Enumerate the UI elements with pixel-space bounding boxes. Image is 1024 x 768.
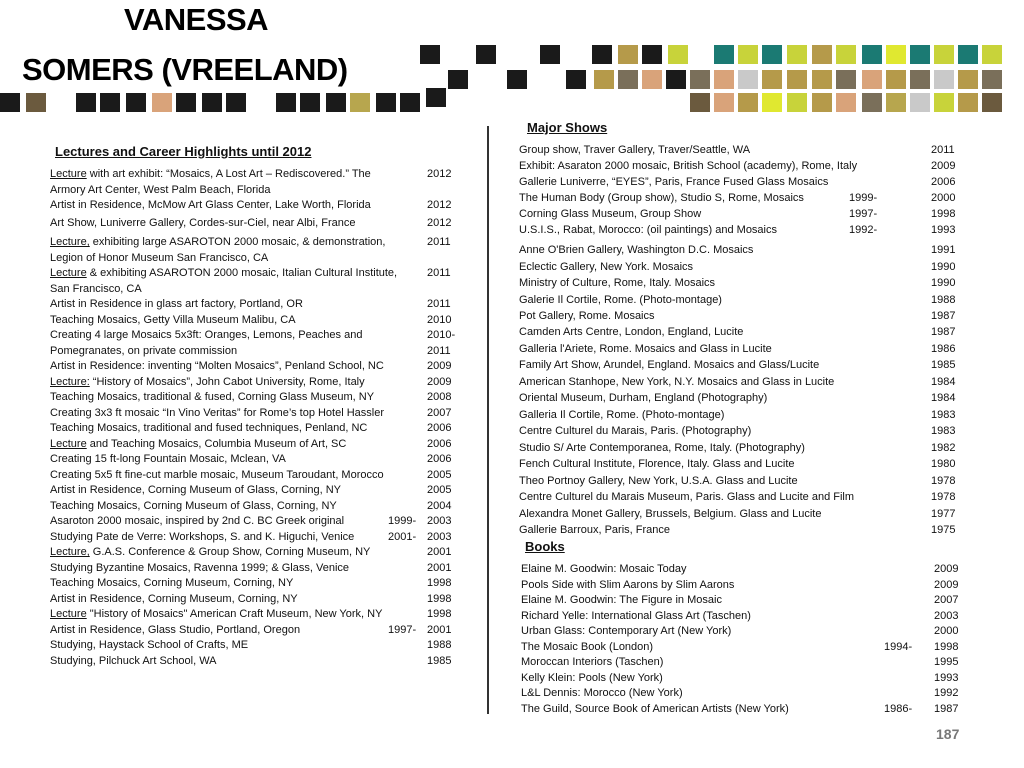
item-start-year: 1992-	[849, 224, 878, 236]
item-description: Camden Arts Centre, London, England, Lucite	[519, 326, 744, 338]
item-text	[50, 406, 384, 420]
item-year: 1990	[931, 261, 956, 273]
decorative-tile	[738, 93, 758, 112]
item-description: Galleria l'Ariete, Rome. Mosaics and Glass in Lucite	[519, 343, 772, 355]
decorative-tile	[618, 45, 638, 64]
item-text	[519, 309, 655, 323]
item-description: Creating 5x5 ft fine-cut marble mosaic, Museum Taroudant, Morocco	[50, 469, 384, 481]
item-description: Artist in Residence: inventing “Molten Mosaics”, Penland School, NC	[50, 360, 384, 372]
item-text	[521, 562, 687, 576]
item-description: Anne O'Brien Gallery, Washington D.C. Mosaics	[519, 244, 754, 256]
title-line-2: SOMERS (VREELAND)	[22, 52, 348, 87]
item-description: Artist in Residence, McMow Art Glass Center, Lake Worth, Florida	[50, 199, 371, 211]
item-description: Studying, Haystack School of Crafts, ME	[50, 639, 249, 651]
item-year: 1990	[931, 277, 956, 289]
item-description: Centre Culturel du Marais, Paris. (Photography)	[519, 425, 752, 437]
decorative-tile	[812, 70, 832, 89]
decorative-tile	[886, 93, 906, 112]
item-description: Eclectic Gallery, New York. Mosaics	[519, 261, 694, 273]
item-text	[50, 437, 346, 451]
item-text	[521, 655, 663, 669]
item-text	[521, 578, 734, 592]
item-description: Studio S/ Arte Contemporanea, Rome, Italy. (Photography)	[519, 442, 805, 454]
item-year: 1987	[931, 326, 956, 338]
item-text	[519, 457, 795, 471]
item-year: 2010-	[427, 329, 456, 341]
item-start-year: 1994-	[884, 641, 913, 653]
item-start-year: 2001-	[388, 531, 417, 543]
decorative-tile	[910, 70, 930, 89]
item-year: 2009	[934, 579, 959, 591]
item-year: 2011	[427, 267, 451, 279]
item-description: San Francisco, CA	[50, 283, 142, 295]
item-description: Creating 15 ft-long Fountain Mosaic, Mclean, VA	[50, 453, 286, 465]
item-text	[50, 421, 367, 435]
item-text	[50, 183, 270, 197]
item-description: Asaroton 2000 mosaic, inspired by 2nd C. BC Greek original	[50, 515, 345, 527]
item-text	[50, 167, 371, 181]
item-description: and Teaching Mosaics, Columbia Museum of Art, SC	[86, 438, 347, 450]
item-description: Artist in Residence, Corning Museum, Corning, NY	[50, 593, 298, 605]
item-description: Armory Art Center, West Palm Beach, Florida	[50, 184, 271, 196]
item-year: 2010	[427, 314, 452, 326]
item-text	[50, 452, 286, 466]
item-text	[50, 514, 344, 528]
item-text	[521, 609, 751, 623]
item-year: 2009	[427, 376, 452, 388]
item-text	[50, 328, 362, 342]
major-shows-heading: Major Shows	[527, 120, 608, 135]
decorative-tile	[714, 45, 734, 64]
item-year: 1986	[931, 343, 956, 355]
item-year: 1998	[931, 208, 956, 220]
item-description: Elaine M. Goodwin: The Figure in Mosaic	[521, 594, 722, 606]
item-text	[50, 499, 337, 513]
item-text	[519, 276, 715, 290]
item-text	[50, 623, 300, 637]
decorative-tile	[507, 70, 527, 89]
item-description: Ministry of Culture, Rome, Italy. Mosaics	[519, 277, 716, 289]
item-start-year: 1986-	[884, 703, 913, 715]
decorative-tile	[787, 45, 807, 64]
item-description: Art Show, Luniverre Gallery, Cordes-sur-Ciel, near Albi, France	[50, 217, 356, 229]
item-description: American Stanhope, New York, N.Y. Mosaics and Glass in Lucite	[519, 376, 835, 388]
title-line-1: VANESSA	[124, 2, 269, 37]
item-text	[519, 490, 854, 504]
item-description: L&L Dennis: Morocco (New York)	[521, 687, 683, 699]
decorative-tile	[910, 93, 930, 112]
item-year: 1991	[931, 244, 956, 256]
item-text	[519, 243, 753, 257]
decorative-tile	[886, 45, 906, 64]
item-start-year: 1997-	[849, 208, 878, 220]
item-year: 1985	[931, 359, 956, 371]
item-year: 2009	[931, 160, 956, 172]
item-description: Studying Pate de Verre: Workshops, S. and K. Higuchi, Venice	[50, 531, 355, 543]
item-text	[50, 468, 384, 482]
item-description: Artist in Residence, Glass Studio, Portland, Oregon	[50, 624, 301, 636]
item-text	[519, 325, 743, 339]
item-underlined-label: Lecture	[50, 168, 87, 180]
decorative-tile	[958, 70, 978, 89]
item-description: Urban Glass: Contemporary Art (New York)	[521, 625, 732, 637]
item-text	[50, 592, 298, 606]
item-underlined-label: Lecture	[50, 267, 87, 279]
item-year: 2005	[427, 484, 452, 496]
item-text	[519, 223, 777, 237]
item-text	[521, 671, 663, 685]
item-description: Group show, Traver Gallery, Traver/Seattle, WA	[519, 144, 751, 156]
item-underlined-label: Lecture	[50, 608, 87, 620]
item-year: 1984	[931, 392, 956, 404]
decorative-tile	[100, 93, 120, 112]
decorative-tile	[618, 70, 638, 89]
item-year: 2001	[427, 562, 452, 574]
decorative-tile	[738, 45, 758, 64]
decorative-tile	[862, 70, 882, 89]
item-year: 1980	[931, 458, 956, 470]
decorative-tile	[836, 70, 856, 89]
decorative-tile	[836, 45, 856, 64]
item-year: 1987	[934, 703, 959, 715]
item-description: Gallerie Luniverre, “EYES”, Paris, France Fused Glass Mosaics	[519, 176, 829, 188]
decorative-tile	[592, 45, 612, 64]
item-year: 2012	[427, 217, 452, 229]
item-year: 2004	[427, 500, 452, 512]
decorative-tile	[350, 93, 370, 112]
item-description: G.A.S. Conference & Group Show, Corning Museum, NY	[89, 546, 371, 558]
item-description: Fench Cultural Institute, Florence, Italy. Glass and Lucite	[519, 458, 795, 470]
decorative-tile	[566, 70, 586, 89]
decorative-tile	[126, 93, 146, 112]
decorative-tile	[642, 70, 662, 89]
decorative-tile	[326, 93, 346, 112]
item-underlined-label: Lecture	[50, 438, 87, 450]
item-year: 2001	[427, 546, 452, 558]
decorative-tile	[934, 93, 954, 112]
decorative-tile	[714, 70, 734, 89]
item-description: Teaching Mosaics, Corning Museum, Corning, NY	[50, 577, 294, 589]
item-year: 2007	[427, 407, 452, 419]
item-year: 1998	[427, 608, 452, 620]
item-text	[50, 266, 397, 280]
item-text	[519, 474, 798, 488]
item-text	[50, 282, 142, 296]
item-text	[519, 191, 804, 205]
decorative-tile	[420, 45, 440, 64]
item-year: 1985	[427, 655, 452, 667]
item-description: Teaching Mosaics, Getty Villa Museum Malibu, CA	[50, 314, 296, 326]
item-year: 1975	[931, 524, 956, 536]
item-text	[519, 391, 767, 405]
item-text	[50, 390, 374, 404]
item-description: The Human Body (Group show), Studio S, Rome, Mosaics	[519, 192, 804, 204]
column-divider	[487, 126, 489, 714]
item-start-year: 1999-	[849, 192, 878, 204]
decorative-tile	[787, 93, 807, 112]
decorative-tile	[476, 45, 496, 64]
item-description: Moroccan Interiors (Taschen)	[521, 656, 664, 668]
item-year: 1984	[931, 376, 956, 388]
item-description: Creating 3x3 ft mosaic “In Vino Veritas” for Rome’s top Hotel Hassler	[50, 407, 385, 419]
item-text	[50, 638, 248, 652]
item-year: 2012	[427, 168, 452, 180]
item-description: Artist in Residence in glass art factory, Portland, OR	[50, 298, 303, 310]
decorative-tile	[666, 70, 686, 89]
item-text	[50, 607, 382, 621]
decorative-tile	[982, 70, 1002, 89]
item-text	[519, 342, 772, 356]
item-description: & exhibiting ASAROTON 2000 mosaic, Italian Cultural Institute,	[86, 267, 398, 279]
lectures-heading: Lectures and Career Highlights until 2012	[55, 144, 312, 159]
item-year: 1978	[931, 475, 956, 487]
item-year: 1988	[427, 639, 452, 651]
item-year: 2006	[427, 453, 452, 465]
item-year: 1988	[931, 294, 956, 306]
item-year: 2011	[427, 345, 451, 357]
item-description: Alexandra Monet Gallery, Brussels, Belgium. Glass and Lucite	[519, 508, 822, 520]
decorative-tile	[76, 93, 96, 112]
decorative-tile	[886, 70, 906, 89]
item-text	[519, 143, 750, 157]
item-description: The Guild, Source Book of American Artists (New York)	[521, 703, 789, 715]
item-text	[50, 344, 237, 358]
decorative-tile	[787, 70, 807, 89]
item-text	[519, 159, 857, 173]
item-year: 1983	[931, 425, 956, 437]
item-description: Exhibit: Asaraton 2000 mosaic, British School (academy), Rome, Italy	[519, 160, 858, 172]
item-year: 2009	[427, 360, 452, 372]
item-description: Pot Gallery, Rome. Mosaics	[519, 310, 655, 322]
item-text	[50, 198, 371, 212]
item-underlined-label: Lecture,	[50, 236, 90, 248]
decorative-tile	[934, 70, 954, 89]
item-year: 1982	[931, 442, 956, 454]
item-description: "History of Mosaics" American Craft Museum, New York, NY	[86, 608, 383, 620]
item-text	[521, 640, 653, 654]
item-text	[50, 216, 355, 230]
item-year: 2003	[427, 531, 452, 543]
decorative-tile	[934, 45, 954, 64]
item-text	[519, 175, 828, 189]
item-description: Galerie Il Cortile, Rome. (Photo-montage)	[519, 294, 722, 306]
decorative-tile	[376, 93, 396, 112]
item-text	[521, 702, 789, 716]
decorative-tile	[762, 70, 782, 89]
item-text	[50, 545, 370, 559]
decorative-tile	[300, 93, 320, 112]
item-text	[50, 359, 384, 373]
item-text	[519, 507, 821, 521]
item-text	[521, 624, 731, 638]
item-description: Galleria Il Cortile, Rome. (Photo-montage)	[519, 409, 725, 421]
item-year: 2000	[934, 625, 959, 637]
item-text	[519, 293, 722, 307]
item-text	[519, 441, 805, 455]
decorative-tile	[176, 93, 196, 112]
item-text	[521, 593, 722, 607]
item-year: 2012	[427, 199, 452, 211]
item-year: 1998	[427, 577, 452, 589]
item-text	[519, 375, 834, 389]
item-text	[50, 530, 354, 544]
decorative-tile	[540, 45, 560, 64]
books-heading: Books	[525, 539, 565, 554]
item-year: 2009	[934, 563, 959, 575]
item-text	[50, 313, 296, 327]
item-text	[50, 251, 268, 265]
item-text	[50, 483, 341, 497]
item-year: 1977	[931, 508, 956, 520]
item-text	[519, 408, 724, 422]
item-description: The Mosaic Book (London)	[521, 641, 654, 653]
item-text	[519, 207, 701, 221]
item-description: Theo Portnoy Gallery, New York, U.S.A. Glass and Lucite	[519, 475, 798, 487]
item-year: 1992	[934, 687, 959, 699]
item-description: Pomegranates, on private commission	[50, 345, 238, 357]
decorative-tile	[426, 88, 446, 107]
decorative-tile	[910, 45, 930, 64]
decorative-tile	[762, 93, 782, 112]
decorative-tile	[690, 93, 710, 112]
item-year: 2006	[931, 176, 956, 188]
decorative-tile	[152, 93, 172, 112]
item-description: Studying Byzantine Mosaics, Ravenna 1999; & Glass, Venice	[50, 562, 350, 574]
decorative-tile	[862, 45, 882, 64]
decorative-tile	[958, 93, 978, 112]
item-start-year: 1997-	[388, 624, 417, 636]
item-description: Centre Culturel du Marais Museum, Paris. Glass and Lucite and Film	[519, 491, 855, 503]
item-text	[50, 297, 303, 311]
decorative-tile	[982, 93, 1002, 112]
decorative-tile	[982, 45, 1002, 64]
item-description: Richard Yelle: International Glass Art (Taschen)	[521, 610, 751, 622]
item-description: Teaching Mosaics, Corning Museum of Glass, Corning, NY	[50, 500, 337, 512]
item-description: Pools Side with Slim Aarons by Slim Aarons	[521, 579, 735, 591]
item-year: 2011	[931, 144, 955, 156]
item-year: 1993	[931, 224, 956, 236]
item-description: Elaine M. Goodwin: Mosaic Today	[521, 563, 687, 575]
item-text	[519, 424, 751, 438]
item-year: 1987	[931, 310, 956, 322]
decorative-tile	[594, 70, 614, 89]
item-year: 2006	[427, 422, 452, 434]
item-text	[50, 654, 217, 668]
item-description: exhibiting large ASAROTON 2000 mosaic, & demonstration,	[89, 236, 386, 248]
item-year: 2003	[427, 515, 452, 527]
item-description: Family Art Show, Arundel, England. Mosaics and Glass/Lucite	[519, 359, 820, 371]
item-year: 2000	[931, 192, 956, 204]
item-description: U.S.I.S., Rabat, Morocco: (oil paintings) and Mosaics	[519, 224, 777, 236]
decorative-tile	[26, 93, 46, 112]
decorative-tile	[812, 93, 832, 112]
decorative-tile	[202, 93, 222, 112]
decorative-tile	[668, 45, 688, 64]
decorative-tile	[738, 70, 758, 89]
decorative-tile	[958, 45, 978, 64]
item-year: 2003	[934, 610, 959, 622]
item-description: Studying, Pilchuck Art School, WA	[50, 655, 217, 667]
item-text	[519, 358, 819, 372]
item-text	[50, 235, 385, 249]
item-description: Artist in Residence, Corning Museum of Glass, Corning, NY	[50, 484, 342, 496]
item-description: Gallerie Barroux, Paris, France	[519, 524, 670, 536]
item-year: 2001	[427, 624, 452, 636]
decorative-tile	[642, 45, 662, 64]
decorative-tile	[226, 93, 246, 112]
decorative-tile	[448, 70, 468, 89]
item-text	[519, 260, 693, 274]
decorative-tile	[400, 93, 420, 112]
item-description: Teaching Mosaics, traditional & fused, Corning Glass Museum, NY	[50, 391, 375, 403]
item-year: 2011	[427, 236, 451, 248]
item-description: Creating 4 large Mosaics 5x3ft: Oranges, Lemons, Peaches and	[50, 329, 363, 341]
page-number: 187	[936, 726, 960, 742]
item-description: “History of Mosaics”, John Cabot University, Rome, Italy	[89, 376, 365, 388]
item-year: 1993	[934, 672, 959, 684]
item-year: 2008	[427, 391, 452, 403]
decorative-tile	[714, 93, 734, 112]
item-description: Teaching Mosaics, traditional and fused techniques, Penland, NC	[50, 422, 368, 434]
decorative-tile	[690, 70, 710, 89]
decorative-tile	[836, 93, 856, 112]
item-text	[50, 561, 349, 575]
item-text	[521, 686, 683, 700]
item-year: 1978	[931, 491, 956, 503]
item-description: Legion of Honor Museum San Francisco, CA	[50, 252, 269, 264]
item-description: Corning Glass Museum, Group Show	[519, 208, 702, 220]
decorative-tile	[762, 45, 782, 64]
item-description: with art exhibit: “Mosaics, A Lost Art – Rediscovered.” The	[86, 168, 371, 180]
item-year: 2005	[427, 469, 452, 481]
item-start-year: 1999-	[388, 515, 417, 527]
item-description: Kelly Klein: Pools (New York)	[521, 672, 663, 684]
item-year: 2007	[934, 594, 959, 606]
decorative-tile	[862, 93, 882, 112]
item-underlined-label: Lecture:	[50, 376, 90, 388]
item-text	[50, 576, 293, 590]
item-year: 1998	[934, 641, 959, 653]
item-year: 1995	[934, 656, 959, 668]
item-year: 2006	[427, 438, 452, 450]
item-year: 1983	[931, 409, 956, 421]
item-underlined-label: Lecture,	[50, 546, 90, 558]
decorative-tile	[812, 45, 832, 64]
item-description: Oriental Museum, Durham, England (Photography)	[519, 392, 768, 404]
item-year: 1998	[427, 593, 452, 605]
item-year: 2011	[427, 298, 451, 310]
item-text	[50, 375, 365, 389]
item-text	[519, 523, 670, 537]
decorative-tile	[276, 93, 296, 112]
decorative-tile	[0, 93, 20, 112]
